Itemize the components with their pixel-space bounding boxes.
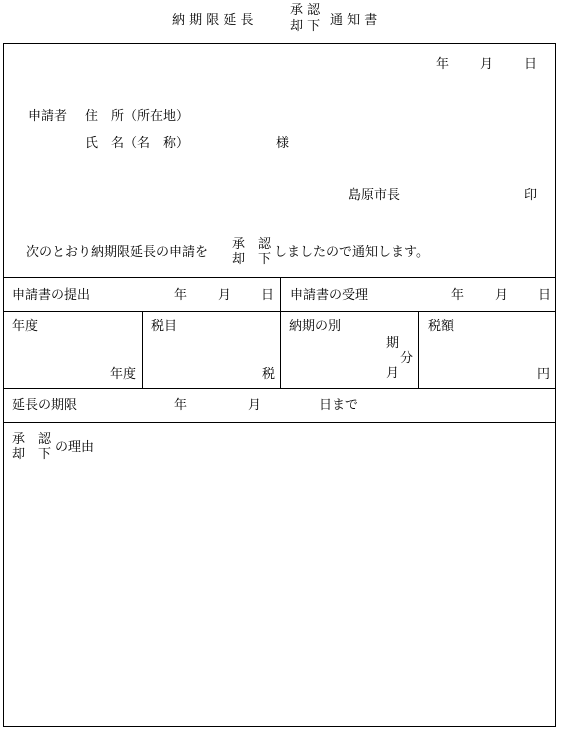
address-label: 住 所（所在地） (85, 109, 190, 124)
installment-portion: 分 (400, 351, 414, 366)
title-prefix: 納 期 限 延 長 (172, 13, 254, 28)
table-line (418, 311, 419, 388)
tax-item-unit: 税 (262, 367, 276, 382)
table-line (280, 277, 281, 388)
fiscal-year-label: 年度 (12, 319, 39, 334)
honorific-label: 様 (276, 136, 290, 151)
notice-prefix: 次のとおり納期限延長の申請を (26, 245, 209, 260)
applicant-label: 申請者 (28, 109, 68, 124)
notice-reject-text: 却 下 (232, 252, 272, 267)
submission-month: 月 (218, 288, 232, 303)
receipt-day: 日 (538, 288, 552, 303)
table-line (142, 311, 143, 388)
extension-label: 延長の期限 (12, 398, 78, 413)
submission-label: 申請書の提出 (12, 288, 91, 303)
submission-day: 日 (261, 288, 275, 303)
extension-month: 月 (248, 398, 262, 413)
receipt-year: 年 (451, 288, 465, 303)
title-approve-text: 承 認 (290, 3, 321, 18)
date-day-label: 日 (524, 57, 538, 72)
notice-suffix: しましたので通知します。 (274, 245, 429, 260)
reason-label: の理由 (55, 440, 95, 455)
date-month-label: 月 (480, 57, 494, 72)
tax-amount-unit: 円 (537, 367, 551, 382)
submission-year: 年 (174, 288, 188, 303)
reason-reject-text: 却 下 (12, 447, 52, 462)
installment-label: 納期の別 (289, 319, 342, 334)
reason-approve-text: 承 認 (12, 432, 52, 447)
receipt-month: 月 (495, 288, 509, 303)
extension-until: 日まで (319, 398, 359, 413)
tax-item-label: 税目 (151, 319, 178, 334)
installment-period: 期 (386, 336, 400, 351)
date-year-label: 年 (436, 57, 450, 72)
issuer-title: 島原市長 (348, 188, 401, 203)
title-suffix: 通 知 書 (330, 13, 378, 28)
receipt-label: 申請書の受理 (290, 288, 369, 303)
extension-year: 年 (174, 398, 188, 413)
name-label: 氏 名（名 称） (85, 136, 190, 151)
table-line (3, 422, 556, 423)
seal-mark: 印 (524, 188, 538, 203)
fiscal-year-unit: 年度 (110, 367, 137, 382)
installment-month: 月 (386, 366, 400, 381)
notice-approve-text: 承 認 (232, 237, 272, 252)
title-reject-text: 却 下 (290, 19, 321, 34)
table-line (3, 388, 556, 389)
tax-amount-label: 税額 (428, 319, 455, 334)
